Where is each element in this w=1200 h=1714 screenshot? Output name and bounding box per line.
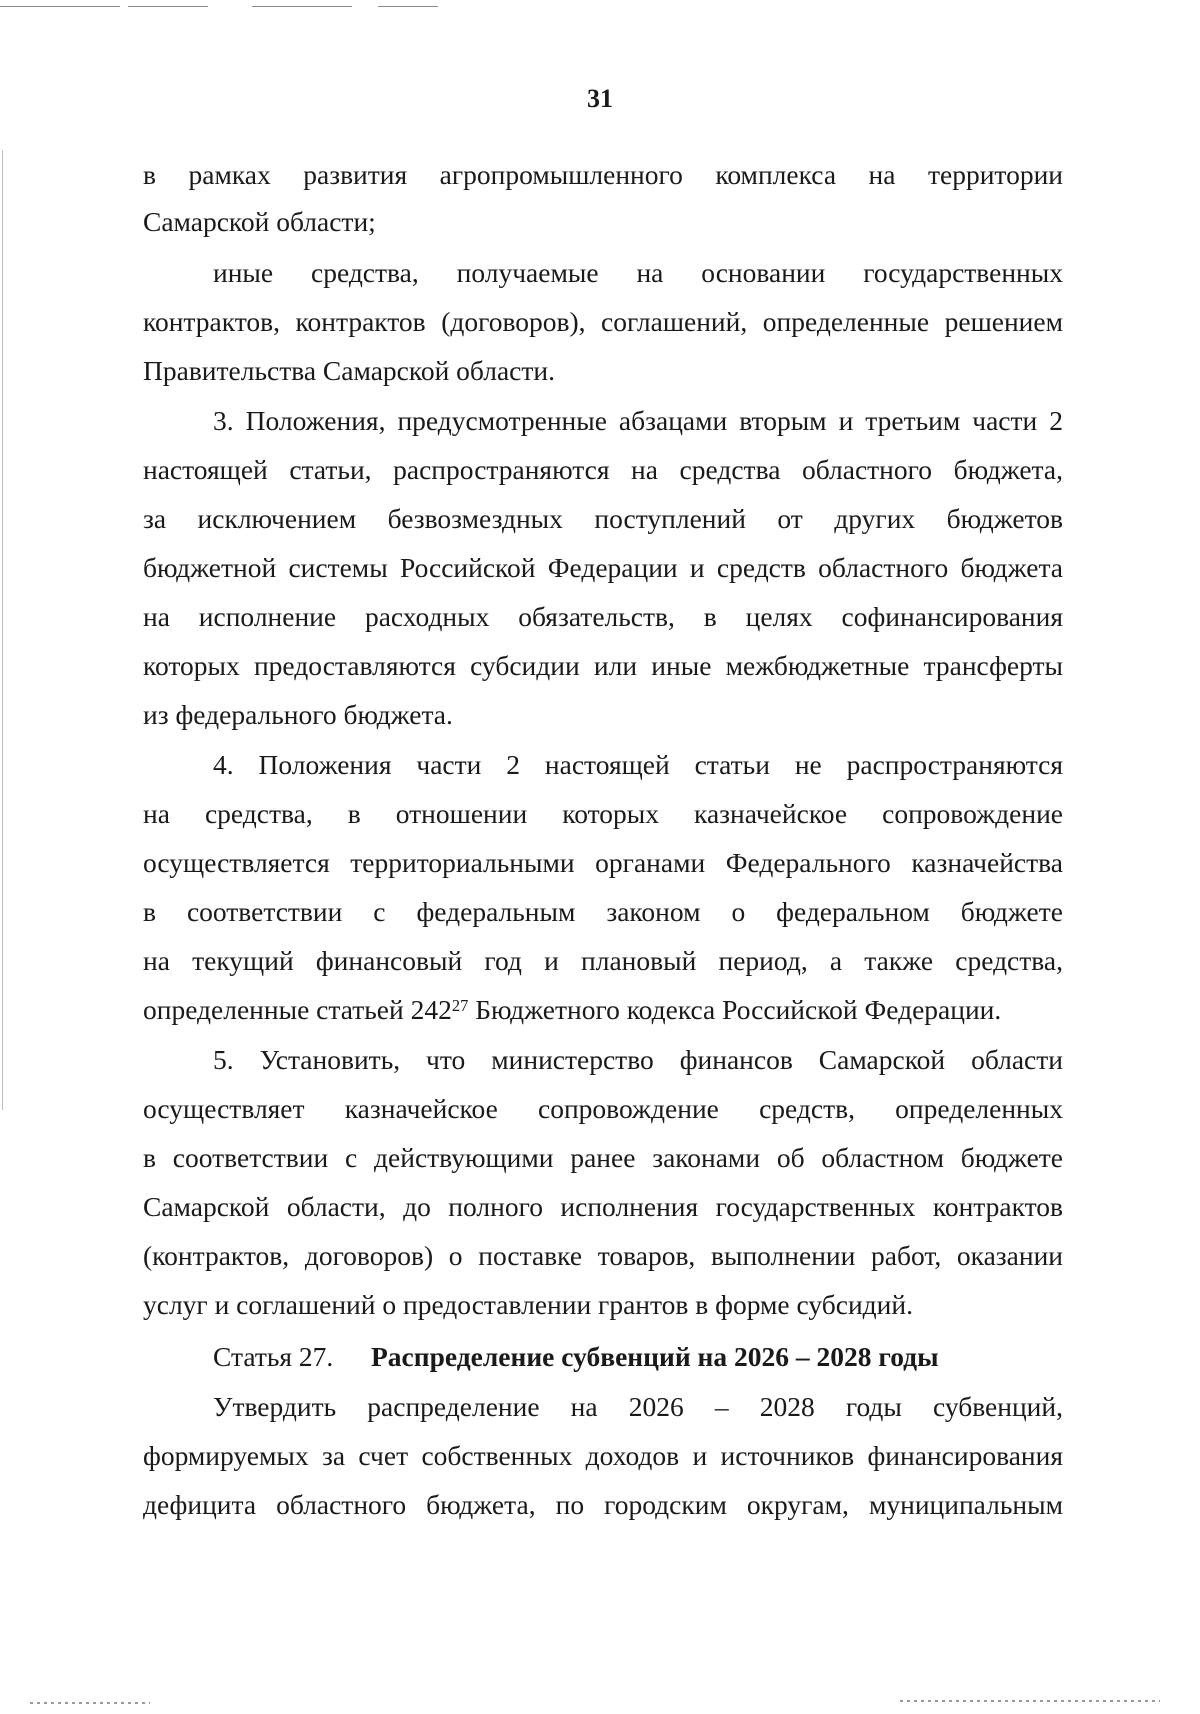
text-line: на средства, в отношении которых казначейское сопровождение bbox=[143, 798, 1063, 829]
text-line: Утвердить распределение на 2026 – 2028 годы субвенций, bbox=[213, 1391, 1063, 1422]
scan-edge-artifact bbox=[2, 150, 3, 1110]
text-line: контрактов, контрактов (договоров), соглашений, определенные решением bbox=[143, 306, 1063, 337]
text-line: на текущий финансовый год и плановый период, а также средства, bbox=[143, 945, 1063, 976]
text-line: которых предоставляются субсидии или иные межбюджетные трансферты bbox=[143, 650, 1063, 681]
scan-edge-artifact bbox=[378, 6, 438, 7]
text-segment: Бюджетного кодекса Российской Федерации. bbox=[468, 994, 1002, 1025]
text-line: за исключением безвозмездных поступлений от других бюджетов bbox=[143, 503, 1063, 534]
article-title: Распределение субвенций на 2026 – 2028 годы bbox=[371, 1341, 939, 1372]
text-line: в рамках развития агропромышленного комплекса на территории bbox=[143, 159, 1063, 190]
text-line bbox=[143, 993, 1063, 1027]
text-segment: определенные статьей 242 bbox=[143, 994, 452, 1025]
text-line: бюджетной системы Российской Федерации и средств областного бюджета bbox=[143, 552, 1063, 583]
text-line: на исполнение расходных обязательств, в целях софинансирования bbox=[143, 601, 1063, 632]
scan-edge-artifact bbox=[900, 1700, 1160, 1702]
text-line: осуществляет казначейское сопровождение средств, определенных bbox=[143, 1093, 1063, 1124]
text-line: 5. Установить, что министерство финансов Самарской области bbox=[213, 1044, 1063, 1075]
scan-edge-artifact bbox=[0, 6, 120, 7]
scan-edge-artifact bbox=[30, 1702, 150, 1704]
scan-edge-artifact bbox=[252, 6, 352, 7]
text-line: в соответствии с федеральным законом о федеральном бюджете bbox=[143, 896, 1063, 927]
superscript-number: 27 bbox=[451, 995, 469, 1015]
text-line: осуществляется территориальными органами Федерального казначейства bbox=[143, 847, 1063, 878]
text-line: Правительства Самарской области. bbox=[143, 355, 555, 386]
text-line: услуг и соглашений о предоставлении грантов в форме субсидий. bbox=[143, 1289, 913, 1320]
page-number: 31 bbox=[587, 84, 613, 113]
text-line: иные средства, получаемые на основании государственных bbox=[213, 257, 1063, 288]
text-line: формируемых за счет собственных доходов и источников финансирования bbox=[143, 1440, 1063, 1471]
text-line: Самарской области, до полного исполнения государственных контрактов bbox=[143, 1191, 1063, 1222]
scan-edge-artifact bbox=[128, 6, 208, 7]
text-line: из федерального бюджета. bbox=[143, 699, 453, 730]
article-number: Статья 27. bbox=[213, 1341, 334, 1372]
text-line: настоящей статьи, распространяются на средства областного бюджета, bbox=[143, 454, 1063, 485]
article-heading bbox=[213, 1340, 1063, 1374]
text-line: дефицита областного бюджета, по городским округам, муниципальным bbox=[143, 1489, 1063, 1520]
text-line: 3. Положения, предусмотренные абзацами вторым и третьим части 2 bbox=[213, 405, 1063, 436]
text-line: (контрактов, договоров) о поставке товаров, выполнении работ, оказании bbox=[143, 1240, 1063, 1271]
text-line: 4. Положения части 2 настоящей статьи не распространяются bbox=[213, 749, 1063, 780]
text-line: в соответствии с действующими ранее законами об областном бюджете bbox=[143, 1142, 1063, 1173]
text-line: Самарской области; bbox=[143, 206, 376, 237]
